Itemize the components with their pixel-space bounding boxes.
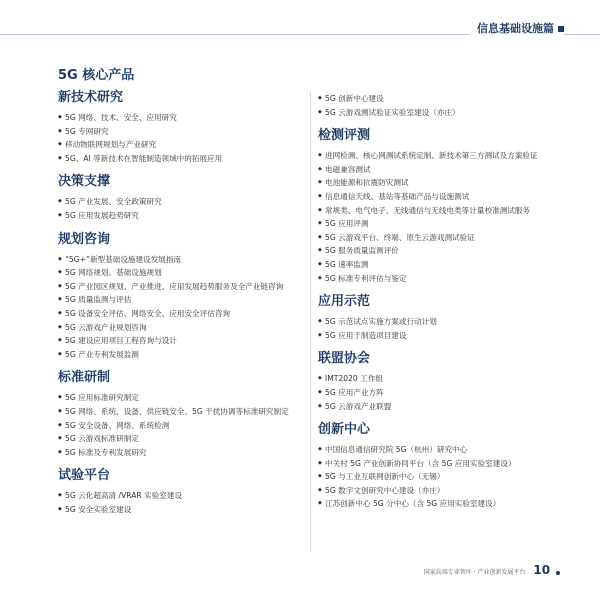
list-item: ◆ 5G 速率监测 bbox=[318, 258, 580, 272]
section-list bbox=[318, 315, 580, 342]
page-header bbox=[0, 22, 600, 36]
section-list bbox=[58, 489, 320, 516]
section bbox=[58, 466, 320, 516]
list-item: ◆ 中关村 5G 产业创新协同平台（含 5G 应用实验室建设） bbox=[318, 457, 580, 471]
list-item: ◆ 5G 云游戏产业规划咨询 bbox=[58, 321, 320, 335]
list-item: ◆ 常规类、电气电子、无线通信与无线电类等计量校准测试服务 bbox=[318, 204, 580, 218]
section bbox=[58, 88, 320, 165]
list-item: ◆ 5G 与工业互联网创新中心（无锡） bbox=[318, 470, 580, 484]
right-sections bbox=[318, 126, 580, 511]
section-title: 试验平台 bbox=[58, 468, 111, 484]
list-item: ◆ 5G 应用标准研究制定 bbox=[58, 391, 320, 405]
list-item: ◆ 5G 数字文创研究中心建设（亦庄） bbox=[318, 484, 580, 498]
section-list bbox=[318, 149, 580, 285]
section bbox=[58, 230, 320, 362]
list-item: ◆ 5G 产业专利发展监测 bbox=[58, 348, 320, 362]
list-item: ◆ 中国信息通信研究院 5G（杭州）研究中心 bbox=[318, 443, 580, 457]
list-item: ◆ 5G 应用产业方阵 bbox=[318, 386, 580, 400]
section bbox=[318, 126, 580, 285]
section-title: 应用示范 bbox=[318, 294, 371, 310]
right-column bbox=[318, 92, 580, 518]
list-item: ◆ 5G 云游戏平台、终端、原生云游戏测试验证 bbox=[318, 231, 580, 245]
list-item: ◆ 5G 应用发展趋势研究 bbox=[58, 209, 320, 223]
section-title: 检测评测 bbox=[318, 128, 371, 144]
section-list bbox=[58, 195, 320, 222]
list-item: ◆ 5G 服务质量监测评价 bbox=[318, 244, 580, 258]
list-item: ◆ 5G 示范试点实施方案或行动计划 bbox=[318, 315, 580, 329]
section bbox=[318, 420, 580, 511]
page-number: 10 bbox=[533, 563, 551, 577]
list-item: ◆ 5G 云游戏测试验证实验室建设（亦庄） bbox=[318, 106, 580, 120]
section bbox=[318, 349, 580, 413]
list-item: ◆ 5G 网络、系统、设备、供应链安全、5G 干扰协调等标准研究制定 bbox=[58, 405, 320, 419]
footer-dot bbox=[556, 571, 560, 575]
section-title: 规划咨询 bbox=[58, 231, 111, 247]
list-item: ◆ 5G 网络规划、基础设施规划 bbox=[58, 266, 320, 280]
section-title: 新技术研究 bbox=[58, 90, 124, 105]
section bbox=[58, 368, 320, 459]
section-title: 创新中心 bbox=[318, 422, 371, 438]
list-item: ◆ 5G 标准及专利发展研究 bbox=[58, 446, 320, 460]
list-item: ◆ 5G 建设应用项目工程咨询与设计 bbox=[58, 334, 320, 348]
list-item: ◆ 移动物联网规划与产业研究 bbox=[58, 138, 320, 152]
list-item: ◆ 5G、AI 等新技术在智能制造领域中的拓展应用 bbox=[58, 152, 320, 166]
list-item: ◆ 5G 安全设备、网络、系统检测 bbox=[58, 419, 320, 433]
list-item: ◆ 5G 应用于制造项目建设 bbox=[318, 329, 580, 343]
list-item: ◆ 5G 产业园区规划、产业推进、应用发展趋势服务及全产业链咨询 bbox=[58, 280, 320, 294]
section-list bbox=[58, 391, 320, 459]
list-item: ◆ 5G 云游戏产业联盟 bbox=[318, 400, 580, 414]
footer-text: 国家高端专业智库 · 产业创新发展平台 bbox=[423, 569, 526, 576]
list-item: ◆ 江苏创新中心 5G 分中心（含 5G 应用实验室建设） bbox=[318, 497, 580, 511]
page-footer bbox=[424, 562, 560, 578]
list-item: ◆ 信息通信天线、基站等基础产品与设施测试 bbox=[318, 190, 580, 204]
list-item: ◆ 5G 专网研究 bbox=[58, 125, 320, 139]
list-item: ◆ 5G 网络、技术、安全、应用研究 bbox=[58, 111, 320, 125]
section-list bbox=[58, 253, 320, 362]
section-list bbox=[318, 443, 580, 511]
list-item: ◆ “5G+”新型基础设施建设发展指南 bbox=[58, 253, 320, 267]
list-item: ◆ 5G 质量监测与评估 bbox=[58, 293, 320, 307]
left-sections bbox=[58, 88, 320, 516]
section-list bbox=[58, 111, 320, 165]
main-title: 5G 核心产品 bbox=[58, 68, 135, 83]
list-item: ◆ 5G 设备安全评估、网络安全、应用安全评估咨询 bbox=[58, 307, 320, 321]
section-title: 联盟协会 bbox=[318, 351, 371, 367]
list-item: ◆ 进网检测、核心网测试系统定制、新技术第三方测试及方案验证 bbox=[318, 149, 580, 163]
list-item: ◆ 电磁兼容测试 bbox=[318, 163, 580, 177]
section bbox=[318, 292, 580, 342]
list-item: ◆ 5G 应用评测 bbox=[318, 217, 580, 231]
list-item: ◆ 5G 云游戏标准研制定 bbox=[58, 432, 320, 446]
list-item: ◆ 5G 云化超高清 /VRAR 实验室建设 bbox=[58, 489, 320, 503]
list-item: ◆ 5G 安全实验室建设 bbox=[58, 503, 320, 517]
list-item: ◆ IMT2020 工作组 bbox=[318, 372, 580, 386]
list-item: ◆ 5G 标准专利评估与鉴定 bbox=[318, 272, 580, 286]
list-item: ◆ 5G 产业发展、安全政策研究 bbox=[58, 195, 320, 209]
list-item: ◆ 5G 创新中心建设 bbox=[318, 92, 580, 106]
section-list bbox=[318, 372, 580, 413]
list-item: ◆ 电池能源和抗震防灾测试 bbox=[318, 176, 580, 190]
right-intro-list bbox=[318, 92, 580, 119]
left-column bbox=[58, 66, 320, 523]
section-title: 决策支撑 bbox=[58, 174, 111, 190]
header-title: 信息基础设施篇 bbox=[469, 22, 564, 36]
section-title: 标准研制 bbox=[58, 370, 111, 386]
section bbox=[58, 172, 320, 222]
